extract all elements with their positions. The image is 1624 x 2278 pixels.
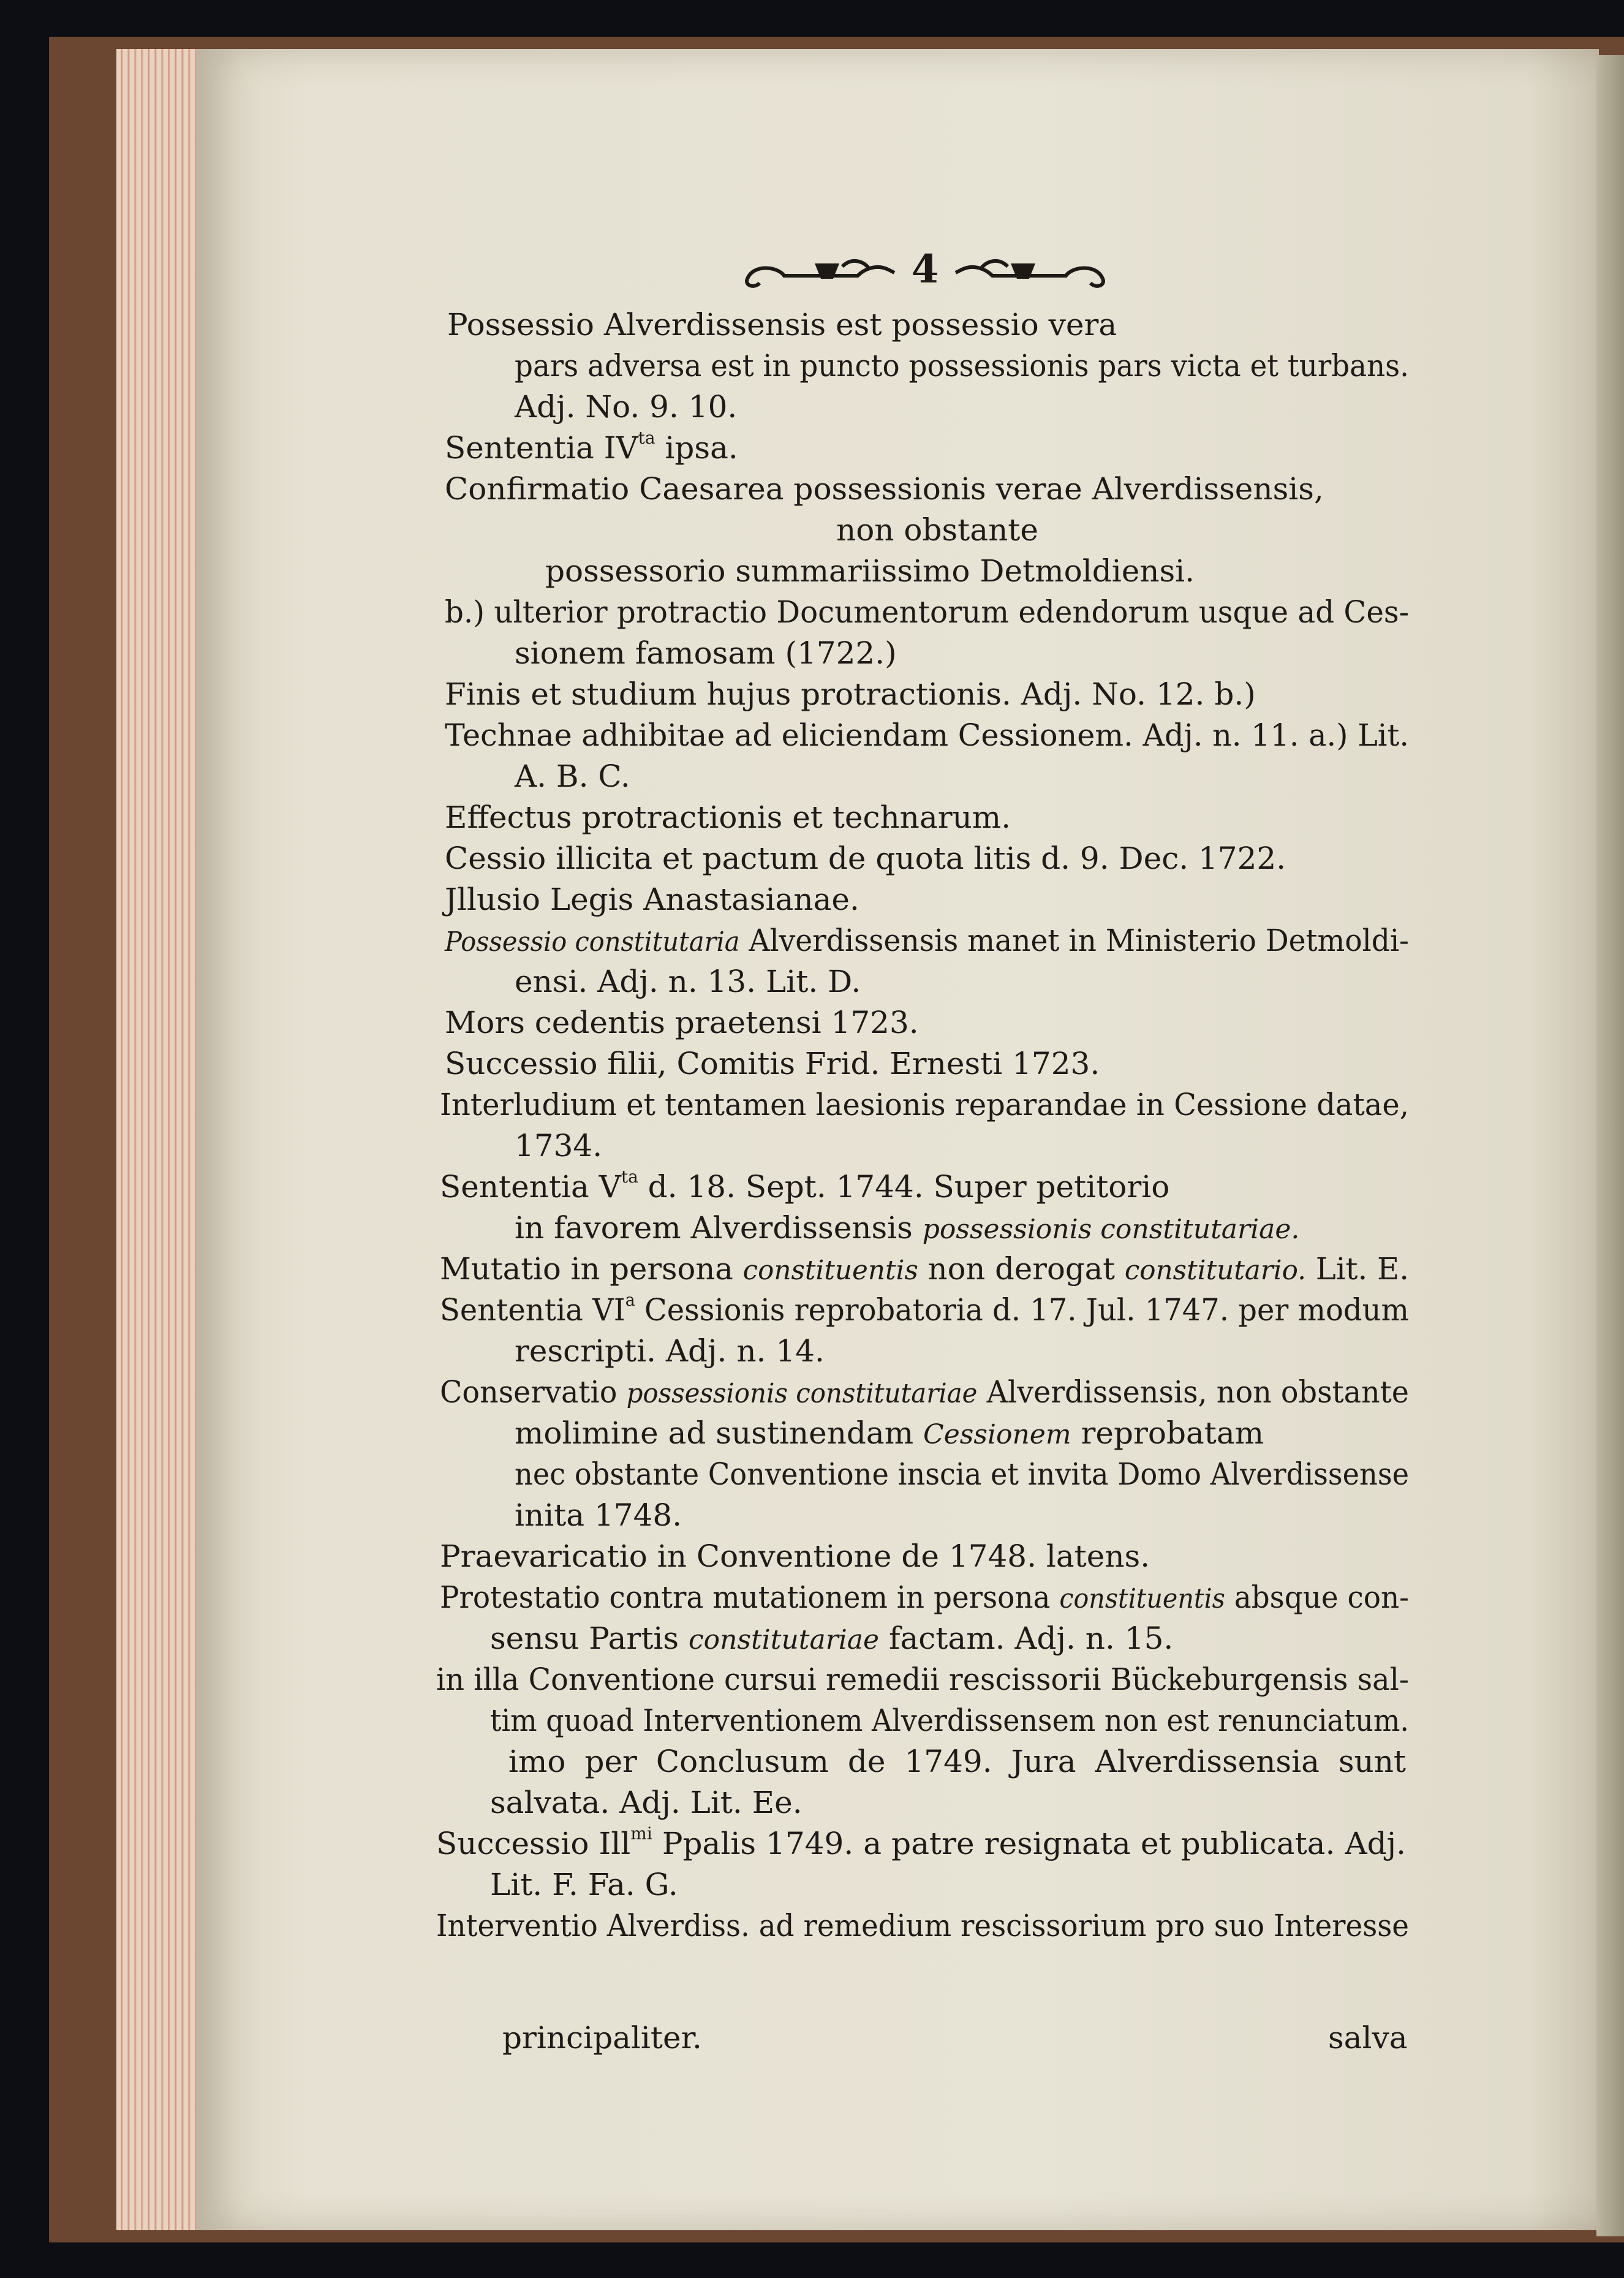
text-line [440,1168,1169,1205]
line-text: Confirmatio Caesarea possessionis verae Alverdissensis, [445,471,1324,507]
superscript: ta [621,1167,638,1187]
text-line [436,1661,1409,1698]
text-line [445,799,1011,836]
line-text: Ppalis 1749. a patre resignata et publicata. Adj. [652,1826,1406,1861]
text-line [445,922,1409,961]
italic-text: constituentis [742,1255,918,1286]
text-line [440,1579,1409,1618]
text-line [515,1127,602,1164]
text-line [508,1743,1406,1780]
text-line [836,512,1038,548]
line-text: Mors cedentis praetensi 1723. [445,1005,919,1040]
text-line [445,471,1324,507]
text-line [515,388,737,425]
italic-text: Cessionem [923,1419,1071,1450]
line-text: non obstante [836,512,1038,548]
line-text: principaliter. [502,2020,702,2056]
text-line [445,1045,1100,1082]
line-text: absque con- [1225,1580,1409,1615]
text-line [440,1292,1409,1328]
line-text: reprobatam [1071,1415,1264,1451]
text-line [440,1538,1150,1575]
superscript: mi [630,1823,652,1844]
text-line [490,1866,678,1903]
line-text: Praevaricatio in Conventione de 1748. latens. [440,1538,1150,1574]
line-text: Conservatio [440,1374,627,1410]
line-text: non derogat [918,1251,1125,1287]
text-line [445,840,1286,877]
line-text: ipsa. [655,430,738,466]
text-line [545,553,1195,589]
text-line [515,1415,1264,1453]
italic-text: possessionis constitutariae [626,1378,978,1409]
italic-text: constitutariae [688,1624,880,1656]
line-text: inita 1748. [515,1497,682,1533]
text-line [515,1209,1299,1248]
text-line [445,676,1256,713]
superscript: a [625,1290,635,1310]
line-text: Effectus protractionis et technarum. [445,800,1011,835]
text-line [440,1251,1409,1289]
text-line [436,1825,1406,1862]
line-text: Protestatio contra mutationem in persona [440,1580,1060,1615]
line-text: sionem famosam (1722.) [515,635,897,671]
italic-text: constitutario. [1124,1255,1306,1286]
text-line [515,758,630,795]
italic-text: Possessio constitutaria [445,926,740,958]
line-text: Interludium et tentamen laesionis reparandae in Cessione datae, [440,1087,1409,1122]
line-text: Jllusio Legis Anastasianae. [445,882,859,917]
line-text: tim quoad Interventionem Alverdissensem non est renunciatum. [490,1703,1409,1738]
line-text: Possessio Alverdissensis est possessio vera [447,307,1117,342]
line-text: b.) ulterior protractio Documentorum edendorum usque ad Ces- [445,594,1409,630]
text-line [447,306,1117,343]
text-line [445,717,1409,754]
catchword: salva [1328,2020,1408,2056]
text-line [502,2019,702,2056]
line-text: Sententia IV [445,430,638,466]
line-text: possessorio summariissimo Detmoldiensi. [545,553,1195,589]
line-text: A. B. C. [515,759,630,794]
line-text: in illa Conventione cursui remedii rescissorii Bückeburgensis sal- [436,1662,1409,1697]
italic-text: constituentis [1059,1583,1225,1614]
line-text: Interventio Alverdiss. ad remedium rescissorium pro suo Interesse [436,1908,1409,1943]
text-line [445,881,859,918]
text-line [490,1784,803,1821]
line-text: Alverdissensis manet in Ministerio Detmoldi- [739,923,1409,958]
text-line [515,1456,1409,1493]
line-text: d. 18. Sept. 1744. Super petitorio [638,1169,1170,1205]
line-text: Technae adhibitae ad eliciendam Cessionem. Adj. n. 11. a.) Lit. [445,717,1409,753]
line-text: Adj. No. 9. 10. [515,389,738,425]
line-text: ensi. Adj. n. 13. Lit. D. [515,964,861,999]
italic-text: possessionis constitutariae. [922,1214,1300,1245]
line-text: Sententia V [440,1169,621,1205]
text-line [440,1374,1409,1412]
line-text: Alverdissensis, non obstante [977,1374,1409,1410]
line-text: salvata. Adj. Lit. Ee. [490,1785,803,1820]
line-text: Finis et studium hujus protractionis. Adj. No. 12. b.) [445,676,1256,712]
text-line [515,963,861,1000]
text-line [515,1497,682,1534]
text-line [515,1333,825,1369]
line-text: factam. Adj. n. 15. [879,1621,1174,1656]
line-text: Sententia VI [440,1292,625,1328]
line-text: pars adversa est in puncto possessionis pars victa et turbans. [515,348,1409,384]
line-text: imo per Conclusum de 1749. Jura Alverdissensia sunt [508,1744,1406,1779]
text-line [445,594,1409,630]
line-text: nec obstante Conventione inscia et invita Domo Alverdissense [515,1456,1409,1492]
text-line [490,1620,1173,1659]
page-number: 4 [911,246,939,292]
line-text: Cessio illicita et pactum de quota litis d. 9. Dec. 1722. [445,841,1286,876]
text-line [436,1907,1409,1944]
line-text: Lit. E. [1305,1251,1409,1287]
superscript: ta [638,428,655,448]
line-text: Successio Ill [436,1826,631,1861]
text-line [515,635,897,672]
line-text: Successio filii, Comitis Frid. Ernesti 1723. [445,1046,1100,1081]
line-text: sensu Partis [490,1621,689,1656]
text-line [440,1086,1409,1123]
line-text: Lit. F. Fa. G. [490,1867,678,1902]
line-text: molimine ad sustinendam [515,1415,924,1451]
text-line [445,1004,919,1041]
line-text: Mutatio in persona [440,1251,743,1287]
line-text: 1734. [515,1128,603,1164]
line-text: rescripti. Adj. n. 14. [515,1333,825,1369]
text-line [515,347,1409,384]
text-line [490,1702,1409,1739]
line-text: in favorem Alverdissensis [515,1210,923,1246]
text-line [445,429,738,466]
line-text: Cessionis reprobatoria d. 17. Jul. 1747. per modum [635,1292,1409,1328]
